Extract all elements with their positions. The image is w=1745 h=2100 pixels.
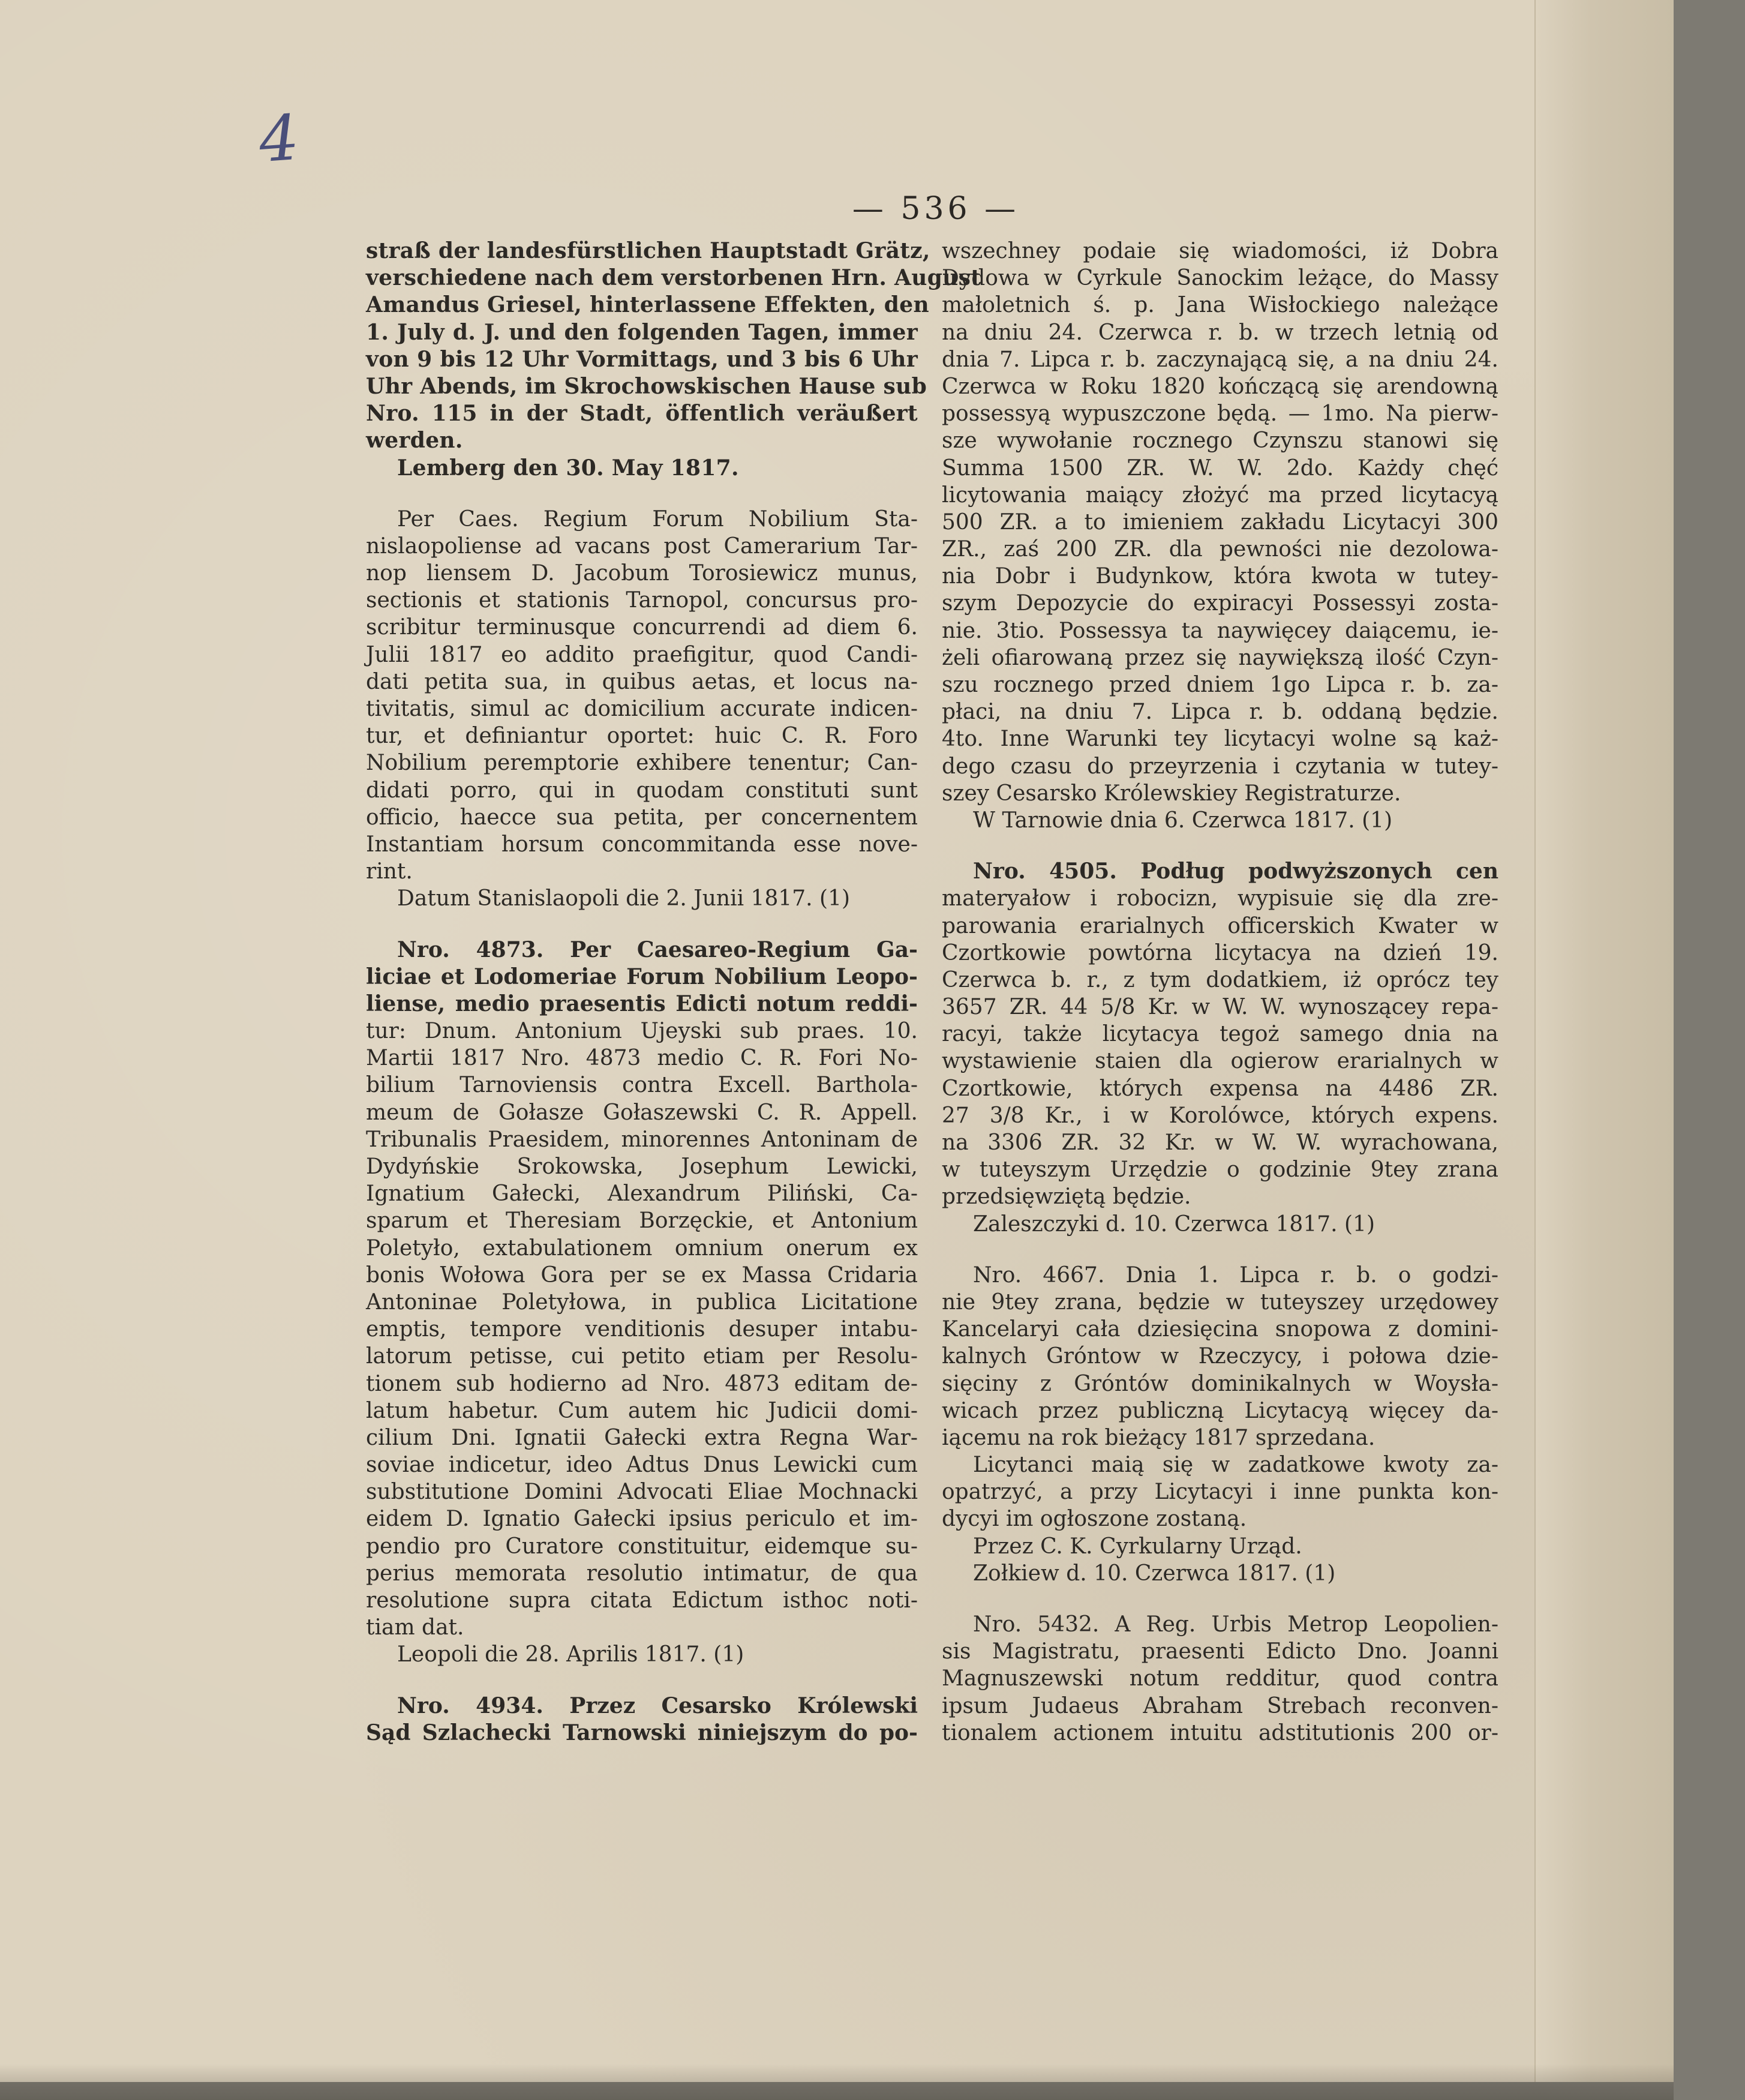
text-line: emptis, tempore venditionis desuper intabu-	[366, 1317, 918, 1342]
text-line: Nobilium peremptorie exhibere tenentur; Can-	[366, 751, 918, 776]
text-line: liciae et Lodomeriae Forum Nobilium Leopo-	[366, 964, 918, 989]
text-line: Poletyło, extabulationem omnium onerum ex	[366, 1235, 918, 1261]
text-line: perius memorata resolutio intimatur, de qua	[366, 1561, 918, 1586]
text-line: szym Depozycie do expiracyi Possessyi zosta-	[942, 591, 1498, 616]
text-line: Nro. 4934. Przez Cesarsko Królewski	[397, 1693, 918, 1718]
text-line: 3657 ZR. 44 5/8 Kr. w W. W. wynoszącey repa-	[942, 995, 1498, 1020]
text-line: racyi, także licytacya tegoż samego dnia na	[942, 1022, 1498, 1047]
text-line: Licytanci maią się w zadatkowe kwoty za-	[973, 1453, 1498, 1478]
text-line: officio, haecce sua petita, per concernentem	[366, 805, 918, 830]
text-line: tionalem actionem intuitu adstitutionis 200 or-	[942, 1720, 1498, 1745]
left-column	[366, 238, 981, 1747]
notice-signature: Zaleszczyki d. 10. Czerwca 1817. (1)	[973, 1211, 1375, 1237]
text-line: tiam dat.	[366, 1615, 464, 1640]
page-bottom-shadow	[0, 2064, 1674, 2100]
text-line: Ignatium Gałecki, Alexandrum Piliński, Ca-	[366, 1181, 918, 1207]
text-line: Nro. 4505. Podług podwyższonych cen	[973, 859, 1498, 884]
text-line: Amandus Griesel, hinterlassene Effekten, den	[366, 292, 929, 318]
text-line: wystawienie staien dla ogierow erarialnych w	[942, 1049, 1498, 1074]
text-line: pendio pro Curatore constituitur, eidemque su-	[366, 1534, 918, 1559]
text-line: opatrzyć, a przy Licytacyi i inne punkta kon-	[942, 1480, 1498, 1505]
text-line: rint.	[366, 859, 413, 884]
text-line: nie 9tey zrana, będzie w tuteyszey urzędowey	[942, 1289, 1498, 1315]
text-line: sis Magistratu, praesenti Edicto Dno. Joanni	[942, 1639, 1498, 1664]
text-line: tur, et definiantur oportet: huic C. R. Foro	[366, 724, 918, 749]
right-column	[942, 238, 1498, 1747]
text-line: nislaopoliense ad vacans post Camerarium Tar-	[366, 533, 918, 559]
text-line: Tribunalis Praesidem, minorennes Antoninam de	[366, 1127, 918, 1152]
page-number: — 536 —	[852, 191, 1020, 227]
notice-dydowa-lease	[942, 238, 1498, 834]
notice-4934-tarnow-court	[366, 1693, 918, 1747]
text-line: Nro. 4667. Dnia 1. Lipca r. b. o godzi-	[973, 1262, 1498, 1288]
notice-signature: Leopoli die 28. Aprilis 1817. (1)	[397, 1642, 744, 1667]
text-line: substitutione Domini Advocati Eliae Mochnacki	[366, 1480, 918, 1505]
text-line: szu rocznego przed dniem 1go Lipca r. b. za-	[942, 673, 1498, 697]
text-line: Per Caes. Regium Forum Nobilium Sta-	[397, 506, 918, 532]
text-line: ZR., zaś 200 ZR. dla pewności nie dezolowa-	[942, 537, 1498, 562]
text-line: na dniu 24. Czerwca r. b. w trzech letnią od	[942, 320, 1498, 345]
text-line: 1. July d. J. und den folgenden Tagen, immer	[366, 319, 918, 345]
text-line: dego czasu do przeyrzenia i czytania w tutey-	[942, 754, 1498, 779]
text-line: latum habetur. Cum autem hic Judicii domi-	[366, 1398, 918, 1423]
text-line: soviae indicetur, ideo Adtus Dnus Lewicki cum	[366, 1453, 918, 1478]
text-line: Antoninae Poletyłowa, in publica Licitatione	[366, 1289, 918, 1315]
text-line: Czerwca b. r., z tym dodatkiem, iż oprócz tey	[942, 967, 1498, 992]
text-line: Nro. 115 in der Stadt, öffentlich veräußert	[366, 401, 918, 427]
text-line: verschiedene nach dem verstorbenen Hrn. August	[366, 265, 981, 291]
notice-4873-edict	[366, 937, 918, 1669]
notice-stanislaopoli-concursus	[366, 506, 918, 913]
text-line: małoletnich ś. p. Jana Wisłockiego należące	[942, 293, 1498, 318]
text-line: materyałow i robocizn, wypisuie się dla zre-	[942, 886, 1498, 911]
text-line: licytowania maiący złożyć ma przed licytacyą	[942, 482, 1498, 508]
text-line: possessyą wypuszczone będą. — 1mo. Na pierw-	[942, 401, 1498, 427]
text-line: sparum et Theresiam Borzęckie, et Antonium	[366, 1208, 918, 1234]
text-line: 27 3/8 Kr., i w Korolówce, których expens.	[942, 1103, 1498, 1128]
notice-signature: W Tarnowie dnia 6. Czerwca 1817. (1)	[973, 808, 1393, 833]
text-line: von 9 bis 12 Uhr Vormittags, und 3 bis 6 Uhr	[366, 346, 918, 372]
text-line: latorum petisse, cui petito etiam per Resolu-	[366, 1344, 918, 1369]
text-line: Instantiam horsum concommitanda esse nove-	[366, 832, 918, 857]
text-line: liense, medio praesentis Edicti notum reddi-	[366, 991, 918, 1016]
text-line: Czortkowie, których expensa na 4486 ZR.	[942, 1076, 1498, 1101]
text-line: sze wywołanie rocznego Czynszu stanowi się	[942, 428, 1498, 454]
text-line: parowania erarialnych officerskich Kwater w	[942, 913, 1498, 938]
text-line: Dydowa w Cyrkule Sanockim leżące, do Massy	[942, 266, 1498, 291]
text-line: dycyi im ogłoszone zostaną.	[942, 1507, 1247, 1532]
text-line: 4to. Inne Warunki tey licytacyi wolne są każ-	[942, 727, 1498, 752]
notice-4667-zolkiew	[942, 1262, 1498, 1587]
text-line: straß der landesfürstlichen Hauptstadt Grätz,	[366, 238, 930, 263]
notice-4505-czortkow	[942, 858, 1498, 1238]
text-line: cilium Dni. Ignatii Gałecki extra Regna War-	[366, 1425, 918, 1450]
text-line: żeli ofiarowaną przez się naywiększą ilość Czyn-	[942, 645, 1498, 670]
notice-signature: Lemberg den 30. May 1817.	[397, 455, 739, 481]
text-line: dnia 7. Lipca r. b. zaczynającą się, a na dniu 24.	[942, 347, 1498, 372]
text-line: eidem D. Ignatio Gałecki ipsius periculo et im-	[366, 1507, 918, 1532]
text-line: resolutione supra citata Edictum isthoc noti-	[366, 1588, 918, 1613]
text-line: kalnych Gróntow w Rzeczycy, i połowa dzie-	[942, 1344, 1498, 1369]
text-line: Sąd Szlachecki Tarnowski niniejszym do po-	[366, 1720, 918, 1745]
text-line: scribitur terminusque concurrendi ad diem 6.	[366, 615, 918, 640]
text-line: bilium Tarnoviensis contra Excell. Barthola-	[366, 1073, 918, 1098]
text-line: meum de Gołasze Gołaszewski C. R. Appell.	[366, 1100, 918, 1125]
text-line: tivitatis, simul ac domicilium accurate indicen-	[366, 697, 918, 721]
page-binding-edge	[1534, 0, 1674, 2082]
text-line: nie. 3tio. Possessya ta naywięcey daiącemu, ie-	[942, 618, 1498, 643]
text-line: tionem sub hodierno ad Nro. 4873 editam de-	[366, 1371, 918, 1396]
text-line: Czortkowie powtórna licytacya na dzień 19.	[942, 940, 1498, 965]
archive-pencil-mark: 4	[256, 100, 302, 177]
text-line: Nro. 4873. Per Caesareo-Regium Ga-	[397, 937, 918, 962]
text-line: sectionis et stationis Tarnopol, concursus pro-	[366, 588, 918, 613]
text-line: Czerwca w Roku 1820 kończącą się arendowną	[942, 374, 1498, 399]
notice-signature: Zołkiew d. 10. Czerwca 1817. (1)	[973, 1561, 1336, 1586]
notice-5432-lviv-magistrate	[942, 1611, 1498, 1747]
text-line: dati petita sua, in quibus aetas, et locus na-	[366, 669, 918, 694]
text-line: wicach przez publiczną Licytacyą więcey da-	[942, 1398, 1498, 1423]
text-line: 500 ZR. a to imieniem zakładu Licytacyi 300	[942, 509, 1498, 535]
text-line: Nro. 5432. A Reg. Urbis Metrop Leopolien-	[973, 1612, 1498, 1637]
text-line: na 3306 ZR. 32 Kr. w W. W. wyrachowana,	[942, 1130, 1498, 1155]
notice-graz-effects	[366, 238, 981, 482]
text-line: Dydyńskie Srokowska, Josephum Lewicki,	[366, 1154, 918, 1179]
text-line: sięciny z Gróntów dominikalnych w Woysła-	[942, 1371, 1498, 1396]
text-line: Julii 1817 eo addito praefigitur, quod Candi-	[366, 642, 918, 667]
text-line: płaci, na dniu 7. Lipca r. b. oddaną będzie.	[942, 700, 1498, 725]
text-line: Magnuszewski notum redditur, quod contra	[942, 1666, 1498, 1691]
text-line: wszechney podaie się wiadomości, iż Dobra	[942, 239, 1498, 263]
text-line: ipsum Judaeus Abraham Strebach reconven-	[942, 1693, 1498, 1718]
text-line: Summa 1500 ZR. W. W. 2do. Każdy chęć	[942, 455, 1498, 481]
text-line: Uhr Abends, im Skrochowskischen Hause sub	[366, 373, 927, 399]
text-line: bonis Wołowa Gora per se ex Massa Cridaria	[366, 1262, 918, 1288]
text-line: Kancelaryi cała dziesięcina snopowa z domini-	[942, 1317, 1498, 1342]
text-line: Martii 1817 Nro. 4873 medio C. R. Fori No-	[366, 1046, 918, 1071]
text-line: didati porro, qui in quodam constituti sunt	[366, 778, 918, 803]
text-line: nop liensem D. Jacobum Torosiewicz munus,	[366, 561, 918, 586]
text-line: szey Cesarsko Królewskiey Registraturze.	[942, 781, 1401, 806]
text-line: przedsięwziętą będzie.	[942, 1184, 1191, 1210]
text-line: nia Dobr i Budynkow, która kwota w tutey-	[942, 564, 1498, 589]
text-line: tur: Dnum. Antonium Ujeyski sub praes. 10.	[366, 1019, 918, 1044]
text-line: w tuteyszym Urzędzie o godzinie 9tey zrana	[942, 1157, 1498, 1183]
text-line: iącemu na rok bieżący 1817 sprzedana.	[942, 1425, 1375, 1450]
notice-office: Przez C. K. Cyrkularny Urząd.	[973, 1534, 1302, 1559]
text-line: werden.	[366, 428, 463, 454]
notice-signature: Datum Stanislaopoli die 2. Junii 1817. (1)	[397, 886, 851, 911]
